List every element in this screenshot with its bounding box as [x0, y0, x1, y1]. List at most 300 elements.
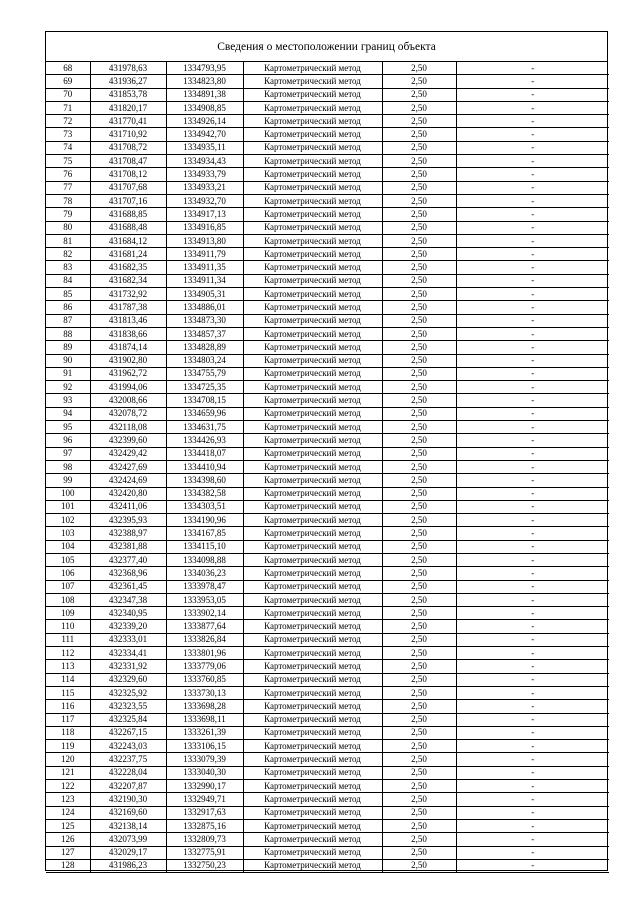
- accuracy-cell: 2,50: [382, 155, 456, 168]
- accuracy-cell: 2,50: [382, 434, 456, 447]
- description-cell: -: [456, 780, 609, 793]
- description-cell: -: [456, 128, 609, 141]
- description-cell: -: [456, 567, 609, 580]
- y-coordinate-cell: 1334803,24: [166, 354, 243, 367]
- x-coordinate-cell: 432237,75: [90, 753, 166, 766]
- y-coordinate-cell: 1333261,39: [166, 726, 243, 739]
- method-cell: Картометрический метод: [243, 394, 382, 407]
- y-coordinate-cell: 1334659,96: [166, 407, 243, 420]
- method-cell: Картометрический метод: [243, 341, 382, 354]
- table-row: [46, 487, 609, 500]
- point-number-cell: 108: [46, 593, 90, 606]
- boundary-coordinates-table: [46, 62, 609, 873]
- method-cell: Картометрический метод: [243, 434, 382, 447]
- accuracy-cell: 2,50: [382, 327, 456, 340]
- table-row: [46, 155, 609, 168]
- point-number-cell: 105: [46, 553, 90, 566]
- y-coordinate-cell: 1334708,15: [166, 394, 243, 407]
- description-cell: -: [456, 607, 609, 620]
- point-number-cell: 78: [46, 194, 90, 207]
- method-cell: Картометрический метод: [243, 274, 382, 287]
- x-coordinate-cell: 431978,63: [90, 62, 166, 75]
- table-row: [46, 75, 609, 88]
- table-row: [46, 314, 609, 327]
- y-coordinate-cell: 1334098,88: [166, 553, 243, 566]
- point-number-cell: 120: [46, 753, 90, 766]
- accuracy-cell: 2,50: [382, 248, 456, 261]
- method-cell: Картометрический метод: [243, 647, 382, 660]
- method-cell: Картометрический метод: [243, 62, 382, 75]
- point-number-cell: 69: [46, 75, 90, 88]
- point-number-cell: 92: [46, 381, 90, 394]
- table-row: [46, 354, 609, 367]
- point-number-cell: 76: [46, 168, 90, 181]
- y-coordinate-cell: 1334891,38: [166, 88, 243, 101]
- description-cell: -: [456, 740, 609, 753]
- method-cell: Картометрический метод: [243, 780, 382, 793]
- x-coordinate-cell: 432118,08: [90, 421, 166, 434]
- table-row: [46, 394, 609, 407]
- y-coordinate-cell: 1334917,13: [166, 208, 243, 221]
- method-cell: Картометрический метод: [243, 713, 382, 726]
- method-cell: Картометрический метод: [243, 620, 382, 633]
- x-coordinate-cell: 432078,72: [90, 407, 166, 420]
- table-row: [46, 500, 609, 513]
- x-coordinate-cell: 432420,80: [90, 487, 166, 500]
- y-coordinate-cell: 1334755,79: [166, 367, 243, 380]
- description-cell: -: [456, 447, 609, 460]
- accuracy-cell: 2,50: [382, 194, 456, 207]
- point-number-cell: 87: [46, 314, 90, 327]
- method-cell: Картометрический метод: [243, 234, 382, 247]
- table-row: [46, 327, 609, 340]
- y-coordinate-cell: 1333698,11: [166, 713, 243, 726]
- accuracy-cell: 2,50: [382, 274, 456, 287]
- method-cell: Картометрический метод: [243, 181, 382, 194]
- table-row: [46, 633, 609, 646]
- table-row: [46, 673, 609, 686]
- y-coordinate-cell: 1334382,58: [166, 487, 243, 500]
- accuracy-cell: 2,50: [382, 101, 456, 114]
- description-cell: -: [456, 859, 609, 872]
- point-number-cell: 117: [46, 713, 90, 726]
- table-row: [46, 194, 609, 207]
- accuracy-cell: 2,50: [382, 567, 456, 580]
- table-row: [46, 288, 609, 301]
- y-coordinate-cell: 1332809,73: [166, 833, 243, 846]
- y-coordinate-cell: 1334913,80: [166, 234, 243, 247]
- accuracy-cell: 2,50: [382, 354, 456, 367]
- accuracy-cell: 2,50: [382, 62, 456, 75]
- table-row: [46, 447, 609, 460]
- method-cell: Картометрический метод: [243, 460, 382, 473]
- method-cell: Картометрический метод: [243, 221, 382, 234]
- accuracy-cell: 2,50: [382, 633, 456, 646]
- x-coordinate-cell: 431902,80: [90, 354, 166, 367]
- table-row: [46, 647, 609, 660]
- method-cell: Картометрический метод: [243, 327, 382, 340]
- x-coordinate-cell: 431708,12: [90, 168, 166, 181]
- description-cell: -: [456, 540, 609, 553]
- x-coordinate-cell: 432325,92: [90, 686, 166, 699]
- point-number-cell: 98: [46, 460, 90, 473]
- point-number-cell: 103: [46, 527, 90, 540]
- x-coordinate-cell: 431688,85: [90, 208, 166, 221]
- description-cell: -: [456, 194, 609, 207]
- y-coordinate-cell: 1334908,85: [166, 101, 243, 114]
- x-coordinate-cell: 431732,92: [90, 288, 166, 301]
- accuracy-cell: 2,50: [382, 514, 456, 527]
- description-cell: -: [456, 208, 609, 221]
- x-coordinate-cell: 432029,17: [90, 846, 166, 859]
- accuracy-cell: 2,50: [382, 700, 456, 713]
- document-sheet: [45, 31, 608, 871]
- point-number-cell: 86: [46, 301, 90, 314]
- x-coordinate-cell: 432228,04: [90, 766, 166, 779]
- table-row: [46, 301, 609, 314]
- table-row: [46, 540, 609, 553]
- x-coordinate-cell: 432073,99: [90, 833, 166, 846]
- description-cell: -: [456, 620, 609, 633]
- y-coordinate-cell: 1334942,70: [166, 128, 243, 141]
- method-cell: Картометрический метод: [243, 806, 382, 819]
- description-cell: -: [456, 593, 609, 606]
- point-number-cell: 128: [46, 859, 90, 872]
- table-row: [46, 407, 609, 420]
- table-row: [46, 381, 609, 394]
- accuracy-cell: 2,50: [382, 686, 456, 699]
- y-coordinate-cell: 1333826,84: [166, 633, 243, 646]
- method-cell: Картометрический метод: [243, 833, 382, 846]
- method-cell: Картометрический метод: [243, 101, 382, 114]
- accuracy-cell: 2,50: [382, 833, 456, 846]
- point-number-cell: 90: [46, 354, 90, 367]
- point-number-cell: 97: [46, 447, 90, 460]
- table-row: [46, 434, 609, 447]
- x-coordinate-cell: 432169,60: [90, 806, 166, 819]
- method-cell: Картометрический метод: [243, 846, 382, 859]
- method-cell: Картометрический метод: [243, 168, 382, 181]
- x-coordinate-cell: 431820,17: [90, 101, 166, 114]
- accuracy-cell: 2,50: [382, 234, 456, 247]
- table-row: [46, 780, 609, 793]
- table-row: [46, 341, 609, 354]
- accuracy-cell: 2,50: [382, 859, 456, 872]
- point-number-cell: 80: [46, 221, 90, 234]
- x-coordinate-cell: 431682,34: [90, 274, 166, 287]
- description-cell: -: [456, 288, 609, 301]
- method-cell: Картометрический метод: [243, 208, 382, 221]
- x-coordinate-cell: 431838,66: [90, 327, 166, 340]
- x-coordinate-cell: 432329,60: [90, 673, 166, 686]
- point-number-cell: 100: [46, 487, 90, 500]
- accuracy-cell: 2,50: [382, 128, 456, 141]
- table-row: [46, 527, 609, 540]
- accuracy-cell: 2,50: [382, 740, 456, 753]
- accuracy-cell: 2,50: [382, 75, 456, 88]
- x-coordinate-cell: 432381,88: [90, 540, 166, 553]
- method-cell: Картометрический метод: [243, 421, 382, 434]
- x-coordinate-cell: 431874,14: [90, 341, 166, 354]
- method-cell: Картометрический метод: [243, 115, 382, 128]
- document-title: Сведения о местоположении границ объекта: [46, 32, 607, 62]
- x-coordinate-cell: 431962,72: [90, 367, 166, 380]
- method-cell: Картометрический метод: [243, 407, 382, 420]
- y-coordinate-cell: 1334167,85: [166, 527, 243, 540]
- table-row: [46, 833, 609, 846]
- table-row: [46, 740, 609, 753]
- description-cell: -: [456, 101, 609, 114]
- method-cell: Картометрический метод: [243, 447, 382, 460]
- table-row: [46, 553, 609, 566]
- x-coordinate-cell: 432424,69: [90, 474, 166, 487]
- description-cell: -: [456, 168, 609, 181]
- point-number-cell: 111: [46, 633, 90, 646]
- accuracy-cell: 2,50: [382, 647, 456, 660]
- point-number-cell: 104: [46, 540, 90, 553]
- description-cell: -: [456, 394, 609, 407]
- accuracy-cell: 2,50: [382, 301, 456, 314]
- point-number-cell: 127: [46, 846, 90, 859]
- x-coordinate-cell: 432331,92: [90, 660, 166, 673]
- x-coordinate-cell: 431681,24: [90, 248, 166, 261]
- point-number-cell: 71: [46, 101, 90, 114]
- x-coordinate-cell: 432138,14: [90, 819, 166, 832]
- y-coordinate-cell: 1334934,43: [166, 155, 243, 168]
- point-number-cell: 96: [46, 434, 90, 447]
- table-row: [46, 234, 609, 247]
- accuracy-cell: 2,50: [382, 181, 456, 194]
- y-coordinate-cell: 1333978,47: [166, 580, 243, 593]
- table-row: [46, 248, 609, 261]
- point-number-cell: 75: [46, 155, 90, 168]
- description-cell: -: [456, 155, 609, 168]
- point-number-cell: 106: [46, 567, 90, 580]
- x-coordinate-cell: 432427,69: [90, 460, 166, 473]
- y-coordinate-cell: 1334793,95: [166, 62, 243, 75]
- description-cell: -: [456, 753, 609, 766]
- description-cell: -: [456, 673, 609, 686]
- method-cell: Картометрический метод: [243, 155, 382, 168]
- point-number-cell: 83: [46, 261, 90, 274]
- description-cell: -: [456, 647, 609, 660]
- point-number-cell: 124: [46, 806, 90, 819]
- y-coordinate-cell: 1332775,91: [166, 846, 243, 859]
- y-coordinate-cell: 1332949,71: [166, 793, 243, 806]
- x-coordinate-cell: 431688,48: [90, 221, 166, 234]
- y-coordinate-cell: 1334886,01: [166, 301, 243, 314]
- y-coordinate-cell: 1333040,30: [166, 766, 243, 779]
- accuracy-cell: 2,50: [382, 500, 456, 513]
- description-cell: -: [456, 713, 609, 726]
- method-cell: Картометрический метод: [243, 567, 382, 580]
- table-row: [46, 713, 609, 726]
- description-cell: -: [456, 806, 609, 819]
- table-row: [46, 128, 609, 141]
- point-number-cell: 99: [46, 474, 90, 487]
- y-coordinate-cell: 1332875,16: [166, 819, 243, 832]
- method-cell: Картометрический метод: [243, 314, 382, 327]
- table-row: [46, 115, 609, 128]
- method-cell: Картометрический метод: [243, 859, 382, 872]
- x-coordinate-cell: 432399,60: [90, 434, 166, 447]
- point-number-cell: 68: [46, 62, 90, 75]
- accuracy-cell: 2,50: [382, 221, 456, 234]
- table-row: [46, 221, 609, 234]
- description-cell: -: [456, 367, 609, 380]
- y-coordinate-cell: 1334857,37: [166, 327, 243, 340]
- y-coordinate-cell: 1334935,11: [166, 141, 243, 154]
- table-row: [46, 514, 609, 527]
- x-coordinate-cell: 431707,68: [90, 181, 166, 194]
- table-row: [46, 806, 609, 819]
- accuracy-cell: 2,50: [382, 487, 456, 500]
- table-row: [46, 726, 609, 739]
- point-number-cell: 110: [46, 620, 90, 633]
- y-coordinate-cell: 1333877,64: [166, 620, 243, 633]
- point-number-cell: 123: [46, 793, 90, 806]
- accuracy-cell: 2,50: [382, 766, 456, 779]
- accuracy-cell: 2,50: [382, 580, 456, 593]
- point-number-cell: 72: [46, 115, 90, 128]
- description-cell: -: [456, 660, 609, 673]
- method-cell: Картометрический метод: [243, 540, 382, 553]
- description-cell: -: [456, 62, 609, 75]
- table-row: [46, 168, 609, 181]
- x-coordinate-cell: 432190,30: [90, 793, 166, 806]
- method-cell: Картометрический метод: [243, 88, 382, 101]
- x-coordinate-cell: 432207,87: [90, 780, 166, 793]
- y-coordinate-cell: 1334873,30: [166, 314, 243, 327]
- method-cell: Картометрический метод: [243, 141, 382, 154]
- accuracy-cell: 2,50: [382, 806, 456, 819]
- point-number-cell: 121: [46, 766, 90, 779]
- table-row: [46, 367, 609, 380]
- y-coordinate-cell: 1332750,23: [166, 859, 243, 872]
- method-cell: Картометрический метод: [243, 487, 382, 500]
- y-coordinate-cell: 1334932,70: [166, 194, 243, 207]
- method-cell: Картометрический метод: [243, 261, 382, 274]
- description-cell: -: [456, 234, 609, 247]
- table-row: [46, 261, 609, 274]
- table-row: [46, 793, 609, 806]
- table-row: [46, 88, 609, 101]
- description-cell: -: [456, 248, 609, 261]
- description-cell: -: [456, 274, 609, 287]
- description-cell: -: [456, 553, 609, 566]
- method-cell: Картометрический метод: [243, 367, 382, 380]
- description-cell: -: [456, 700, 609, 713]
- description-cell: -: [456, 88, 609, 101]
- table-row: [46, 62, 609, 75]
- x-coordinate-cell: 432377,40: [90, 553, 166, 566]
- x-coordinate-cell: 431853,78: [90, 88, 166, 101]
- method-cell: Картометрический метод: [243, 500, 382, 513]
- point-number-cell: 88: [46, 327, 90, 340]
- y-coordinate-cell: 1334926,14: [166, 115, 243, 128]
- y-coordinate-cell: 1334631,75: [166, 421, 243, 434]
- method-cell: Картометрический метод: [243, 673, 382, 686]
- table-row: [46, 700, 609, 713]
- method-cell: Картометрический метод: [243, 700, 382, 713]
- method-cell: Картометрический метод: [243, 474, 382, 487]
- accuracy-cell: 2,50: [382, 620, 456, 633]
- description-cell: -: [456, 633, 609, 646]
- y-coordinate-cell: 1333760,85: [166, 673, 243, 686]
- description-cell: -: [456, 314, 609, 327]
- x-coordinate-cell: 432411,06: [90, 500, 166, 513]
- description-cell: -: [456, 500, 609, 513]
- table-body: [46, 62, 609, 873]
- description-cell: -: [456, 793, 609, 806]
- x-coordinate-cell: 432347,38: [90, 593, 166, 606]
- table-row: [46, 607, 609, 620]
- accuracy-cell: 2,50: [382, 367, 456, 380]
- x-coordinate-cell: 431710,92: [90, 128, 166, 141]
- point-number-cell: 77: [46, 181, 90, 194]
- table-row: [46, 274, 609, 287]
- point-number-cell: 89: [46, 341, 90, 354]
- point-number-cell: 102: [46, 514, 90, 527]
- accuracy-cell: 2,50: [382, 288, 456, 301]
- accuracy-cell: 2,50: [382, 593, 456, 606]
- point-number-cell: 81: [46, 234, 90, 247]
- x-coordinate-cell: 431708,47: [90, 155, 166, 168]
- point-number-cell: 95: [46, 421, 90, 434]
- table-row: [46, 460, 609, 473]
- accuracy-cell: 2,50: [382, 607, 456, 620]
- y-coordinate-cell: 1334190,96: [166, 514, 243, 527]
- accuracy-cell: 2,50: [382, 780, 456, 793]
- method-cell: Картометрический метод: [243, 819, 382, 832]
- accuracy-cell: 2,50: [382, 660, 456, 673]
- accuracy-cell: 2,50: [382, 726, 456, 739]
- accuracy-cell: 2,50: [382, 381, 456, 394]
- x-coordinate-cell: 432361,45: [90, 580, 166, 593]
- table-row: [46, 580, 609, 593]
- table-row: [46, 766, 609, 779]
- table-row: [46, 141, 609, 154]
- description-cell: -: [456, 327, 609, 340]
- x-coordinate-cell: 431986,23: [90, 859, 166, 872]
- method-cell: Картометрический метод: [243, 633, 382, 646]
- description-cell: -: [456, 474, 609, 487]
- description-cell: -: [456, 686, 609, 699]
- method-cell: Картометрический метод: [243, 740, 382, 753]
- table-row: [46, 846, 609, 859]
- point-number-cell: 118: [46, 726, 90, 739]
- x-coordinate-cell: 431684,12: [90, 234, 166, 247]
- method-cell: Картометрический метод: [243, 194, 382, 207]
- method-cell: Картометрический метод: [243, 660, 382, 673]
- y-coordinate-cell: 1334916,85: [166, 221, 243, 234]
- method-cell: Картометрический метод: [243, 793, 382, 806]
- method-cell: Картометрический метод: [243, 381, 382, 394]
- description-cell: -: [456, 261, 609, 274]
- point-number-cell: 74: [46, 141, 90, 154]
- table-row: [46, 620, 609, 633]
- description-cell: -: [456, 527, 609, 540]
- x-coordinate-cell: 431707,16: [90, 194, 166, 207]
- description-cell: -: [456, 514, 609, 527]
- point-number-cell: 101: [46, 500, 90, 513]
- accuracy-cell: 2,50: [382, 527, 456, 540]
- y-coordinate-cell: 1334933,79: [166, 168, 243, 181]
- x-coordinate-cell: 431770,41: [90, 115, 166, 128]
- accuracy-cell: 2,50: [382, 793, 456, 806]
- table-row: [46, 593, 609, 606]
- y-coordinate-cell: 1333106,15: [166, 740, 243, 753]
